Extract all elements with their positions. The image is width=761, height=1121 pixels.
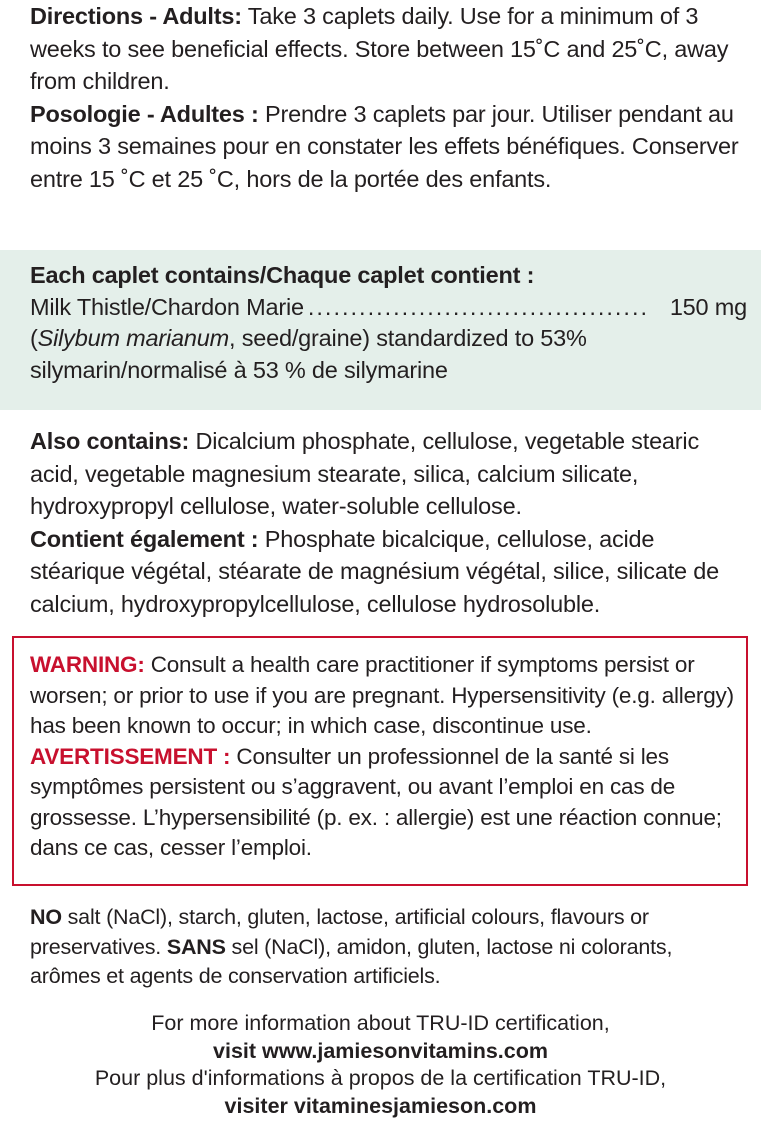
warning-en-text: Consult a health care practitioner if symptoms persist or worsen; or prior to use if you are pregnant. Hypersensitivity (e.g. allergy) has been known to occur; in which case, discontinue use. <box>30 652 734 738</box>
also-contains-en <box>30 425 747 523</box>
warning-fr-label: AVERTISSEMENT : <box>30 743 231 769</box>
warning-en <box>30 650 736 742</box>
free-from-en-text: salt (NaCl), starch, gluten, lactose, artificial colours, flavours or preservatives. <box>30 905 649 959</box>
also-contains-fr <box>30 523 747 621</box>
also-contains-en-text: Dicalcium phosphate, cellulose, vegetable stearic acid, vegetable magnesium stearate, silica, calcium silicate, hydroxypropyl cellulose, water-soluble cellulose. <box>30 428 700 519</box>
directions-en-label: Directions - Adults: <box>30 3 242 29</box>
free-from-fr-label: SANS <box>166 934 226 959</box>
free-from-fr-text: sel (NaCl), amidon, gluten, lactose ni colorants, arômes et agents de conservation artificiels. <box>30 934 673 988</box>
paren-open: ( <box>30 325 38 351</box>
non-medicinal-section <box>30 425 747 620</box>
directions-en-text: Take 3 caplets daily. Use for a minimum of 3 weeks to see beneficial effects. Store between 15˚C and 25˚C, away from children. <box>30 3 729 94</box>
warning-fr <box>30 742 736 864</box>
website-en-link[interactable]: visit www.jamiesonvitamins.com <box>213 1038 548 1063</box>
certification-info <box>0 1010 761 1120</box>
free-from-en-label: NO <box>30 905 62 929</box>
info-line-fr: Pour plus d'informations à propos de la certification TRU-ID, <box>94 1066 667 1090</box>
directions-en <box>30 0 747 98</box>
dot-leader: ........................................ <box>307 293 650 320</box>
warning-en-label: WARNING: <box>30 652 145 677</box>
directions-fr-text: Prendre 3 caplets par jour. Utiliser pendant au moins 3 semaines pour en constater les effets bénéfiques. Conserver entre 15 ˚C et 25 ˚C, hors de la portée des enfants. <box>30 100 739 192</box>
standardization-text: , seed/graine) standardized to 53% silymarin/normalisé à 53 % de silymarine <box>30 325 587 383</box>
medicinal-ingredient-name: Milk Thistle/Chardon Marie <box>30 293 304 320</box>
latin-name: Silybum marianum <box>37 325 230 351</box>
warning-fr-text: Consulter un professionnel de la santé si les symptômes persistent ou s’aggravent, ou avant l’emploi en cas de grossesse. L’hypersensibilité (p. ex. : allergie) est une réaction connue; dans ce cas, cesser l’emploi. <box>30 743 722 860</box>
also-contains-fr-text: Phosphate bicalcique, cellulose, acide stéarique végétal, stéarate de magnésium végétal, silice, silicate de calcium, hydroxypropylcellulose, cellulose hydrosoluble. <box>30 525 719 617</box>
info-line-en: For more information about TRU-ID certification, <box>151 1011 610 1035</box>
directions-fr <box>30 98 747 196</box>
standardization-note <box>30 323 747 386</box>
also-contains-en-label: Also contains: <box>30 428 190 454</box>
website-fr-link[interactable]: visiter vitaminesjamieson.com <box>224 1093 537 1118</box>
medicinal-ingredient-row <box>30 292 747 324</box>
warning-box <box>12 636 748 886</box>
also-contains-fr-label: Contient également : <box>30 525 259 552</box>
ingredients-panel <box>0 250 761 410</box>
free-from-section <box>30 903 747 992</box>
ingredients-heading: Each caplet contains/Chaque caplet contient : <box>30 262 535 288</box>
free-from-text <box>30 903 747 992</box>
medicinal-ingredient-dose: 150 mg <box>669 293 747 320</box>
directions-fr-label: Posologie - Adultes : <box>30 100 259 127</box>
directions-section <box>30 0 747 195</box>
